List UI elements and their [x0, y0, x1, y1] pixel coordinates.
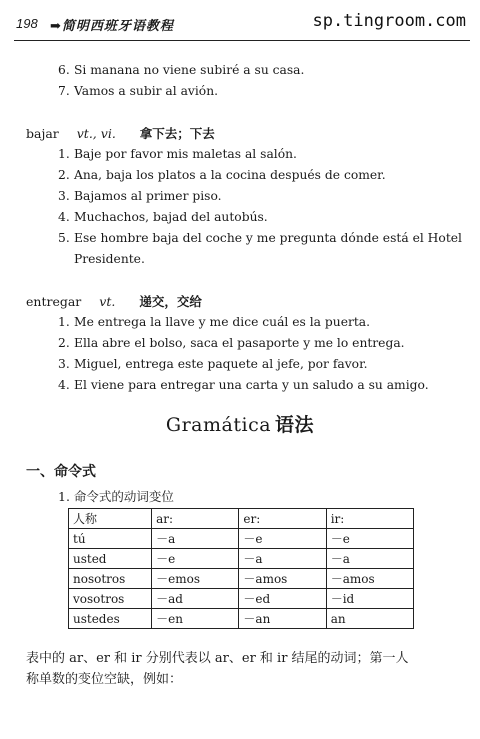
table-cell: －e [326, 529, 413, 549]
table-row [69, 549, 414, 569]
table-row [69, 589, 414, 609]
example-line: 1. Baje por favor mis maletas al salón. [58, 147, 297, 161]
subsection-heading: 1. 命令式的动词变位 [58, 489, 174, 504]
table-header-cell: ir: [326, 509, 413, 529]
table-cell: －amos [326, 569, 413, 589]
table-cell: －en [152, 609, 239, 629]
vocab-word: bajar [26, 126, 59, 141]
paragraph-line: 称单数的变位空缺，例如： [26, 672, 183, 687]
table-cell: －id [326, 589, 413, 609]
table-cell: tú [69, 529, 152, 549]
example-line: 5. Ese hombre baja del coche y me pregunta dónde está el Hotel [58, 231, 462, 245]
section-title-es: Gramática [165, 414, 272, 436]
example-line: 2. Ella abre el bolso, saca el pasaporte y me lo entrega. [58, 336, 405, 350]
table-cell: －ad [152, 589, 239, 609]
table-cell: vosotros [69, 589, 152, 609]
table-cell: －a [239, 549, 326, 569]
section-title [0, 410, 480, 437]
example-line: 6. Si manana no viene subiré a su casa. [58, 63, 305, 77]
page-number: 198 [16, 16, 38, 31]
example-line: 7. Vamos a subir al avión. [58, 84, 219, 98]
chapter-heading: 一、命令式 [26, 464, 96, 480]
page-header [14, 11, 470, 36]
example-line: 1. Me entrega la llave y me dice cuál es la puerta. [58, 315, 371, 329]
table-row [69, 609, 414, 629]
example-line: 3. Bajamos al primer piso. [58, 189, 222, 203]
table-cell: ustedes [69, 609, 152, 629]
table-header-row [69, 509, 414, 529]
example-line: 2. Ana, baja los platos a la cocina después de comer. [58, 168, 386, 182]
table-cell: －an [239, 609, 326, 629]
example-line: 4. Muchachos, bajad del autobús. [58, 210, 268, 224]
vocab-meaning: 拿下去；下去 [139, 126, 215, 141]
example-line: Presidente. [74, 252, 145, 266]
table-cell: －a [152, 529, 239, 549]
table-row [69, 529, 414, 549]
table-cell: nosotros [69, 569, 152, 589]
part-of-speech: vt. [99, 294, 116, 309]
table-cell: －ed [239, 589, 326, 609]
table-header-cell: 人称 [69, 509, 152, 529]
example-line: 3. Miguel, entrega este paquete al jefe, por favor. [58, 357, 368, 371]
table-cell: an [326, 609, 413, 629]
paragraph-line: 表中的 ar、er 和 ir 分别代表以 ar、er 和 ir 结尾的动词；第一人 [26, 651, 409, 666]
table-cell: －a [326, 549, 413, 569]
example-line: 4. El viene para entregar una carta y un saludo a su amigo. [58, 378, 429, 392]
section-title-cn: 语法 [275, 414, 315, 436]
vocab-entry-heading [26, 292, 202, 310]
vocab-meaning: 递交，交给 [139, 294, 202, 309]
vocab-word: entregar [26, 294, 82, 309]
conjugation-table [68, 508, 414, 629]
table-cell: －amos [239, 569, 326, 589]
table-cell: usted [69, 549, 152, 569]
table-header-cell: er: [239, 509, 326, 529]
header-rule [14, 40, 470, 41]
table-header-cell: ar: [152, 509, 239, 529]
part-of-speech: vt., vi. [76, 126, 116, 141]
running-title: ➡简明西班牙语教程 [50, 19, 174, 34]
table-cell: －e [239, 529, 326, 549]
site-watermark: sp.tingroom.com [312, 11, 466, 31]
table-row [69, 569, 414, 589]
vocab-entry-heading [26, 124, 215, 142]
table-cell: －e [152, 549, 239, 569]
table-cell: －emos [152, 569, 239, 589]
